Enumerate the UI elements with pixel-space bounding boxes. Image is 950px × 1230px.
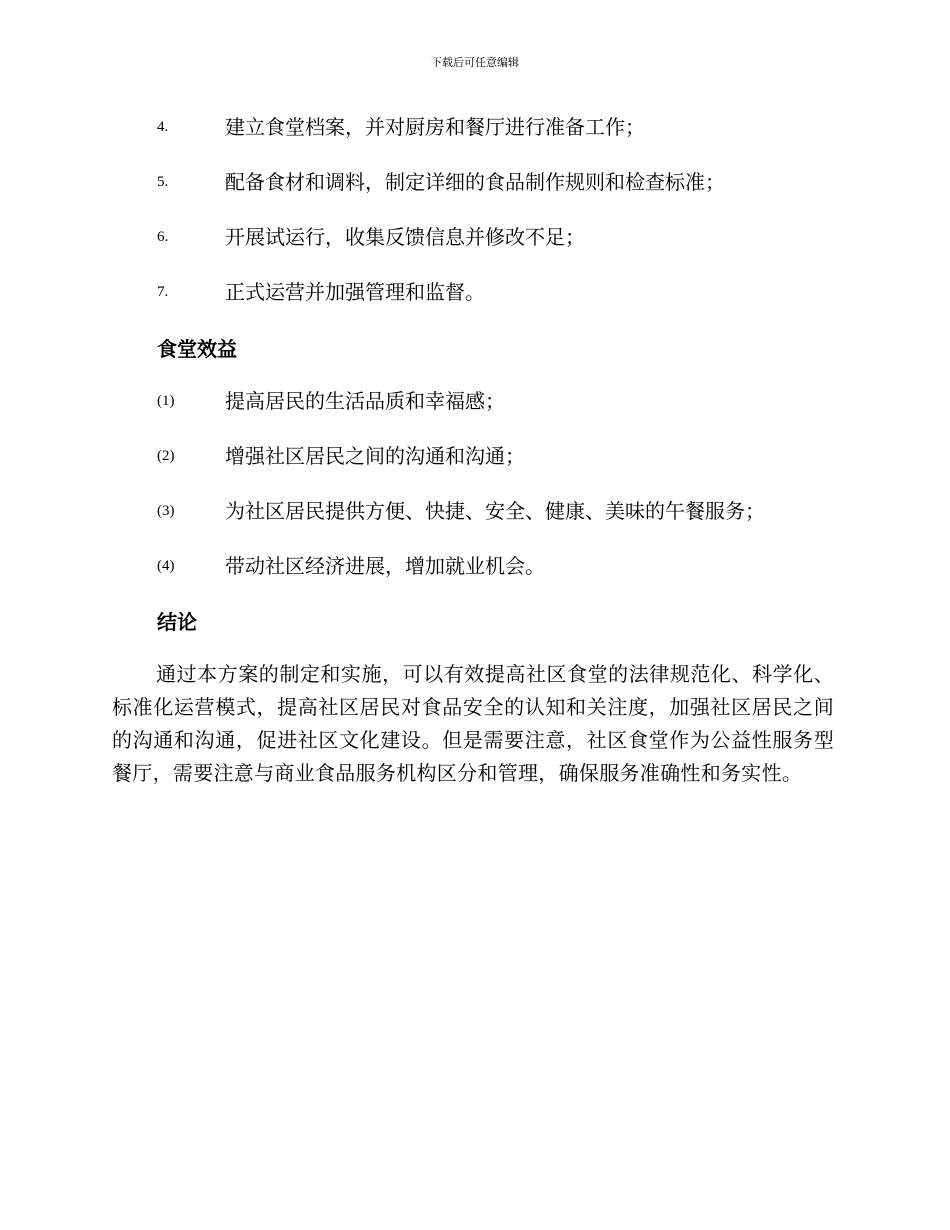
list-item-number: (1) <box>157 392 175 409</box>
list-item-text: 开展试运行，收集反馈信息并修改不足； <box>225 225 585 249</box>
list-item-text: 增强社区居民之间的沟通和沟通； <box>225 444 525 468</box>
list-item-number: 4. <box>157 118 169 135</box>
list-item-number: (2) <box>157 447 175 464</box>
list-item-text: 正式运营并加强管理和监督。 <box>225 280 485 304</box>
conclusion-paragraph: 通过本方案的制定和实施，可以有效提高社区食堂的法律规范化、科学化、标准化运营模式，提高社区居民对食品安全的认知和关注度，加强社区居民之间的沟通和沟通，促进社区文化建设。但是需要注意，社区食堂作为公益性服务型餐厅，需要注意与商业食品服务机构区分和管理，确保服务准确性和务实性。 <box>112 662 834 785</box>
list-item-number: 7. <box>157 283 169 300</box>
list-item-text: 提高居民的生活品质和幸福感； <box>225 389 505 413</box>
page-header: 下载后可任意编辑 <box>431 56 519 69</box>
list-item-text: 带动社区经济进展，增加就业机会。 <box>225 554 545 578</box>
list-item-text: 建立食堂档案，并对厨房和餐厅进行准备工作； <box>225 115 645 139</box>
section-heading-conclusion: 结论 <box>157 610 197 634</box>
list-item-text: 配备食材和调料，制定详细的食品制作规则和检查标准； <box>225 170 725 194</box>
list-item-text: 为社区居民提供方便、快捷、安全、健康、美味的午餐服务； <box>225 499 765 523</box>
list-item-number: (3) <box>157 502 175 519</box>
list-item-number: 5. <box>157 173 169 190</box>
list-item-number: 6. <box>157 228 169 245</box>
list-item-number: (4) <box>157 557 175 574</box>
section-heading-benefits: 食堂效益 <box>157 337 237 361</box>
